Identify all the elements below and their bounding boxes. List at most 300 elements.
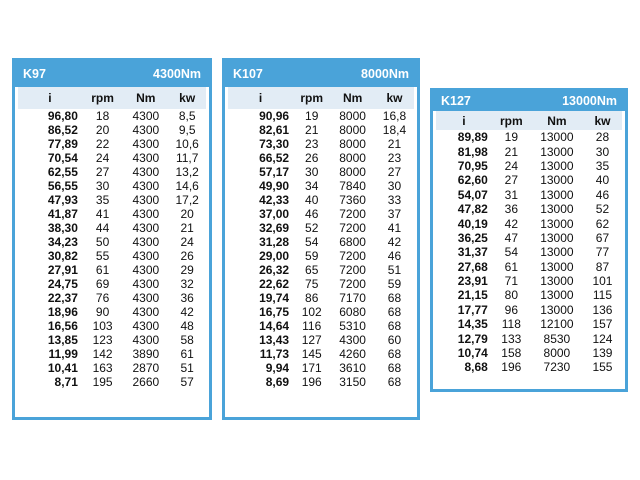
spec-table xyxy=(228,87,414,389)
cell-power: 9,5 xyxy=(178,123,196,137)
cell-torque: 7230 xyxy=(543,360,571,375)
cell-ratio: 62,60 xyxy=(457,173,488,188)
cell-ratio: 8,68 xyxy=(464,360,488,375)
cell-power: 68 xyxy=(387,347,402,361)
cell-torque: 4300 xyxy=(339,333,366,347)
column-header-ratio: i xyxy=(18,87,82,109)
cell-rpm: 61 xyxy=(95,263,110,277)
cell-power: 17,2 xyxy=(175,193,199,207)
cell-power: 42 xyxy=(387,235,402,249)
torque-rating: 13000Nm xyxy=(562,94,617,108)
cell-power: 48 xyxy=(180,319,194,333)
model-title: K97 xyxy=(23,67,46,81)
cell-power: 67 xyxy=(595,230,610,245)
cell-power: 8,5 xyxy=(178,109,196,123)
cell-ratio: 22,37 xyxy=(47,291,78,305)
cell-rpm: 20 xyxy=(95,123,110,137)
table-row xyxy=(18,193,206,207)
column-header-rpm: rpm xyxy=(82,87,123,109)
cell-torque: 3890 xyxy=(132,347,160,361)
cell-torque: 13000 xyxy=(540,187,574,202)
table-row xyxy=(228,305,414,319)
table-row xyxy=(436,331,622,345)
cell-power: 51 xyxy=(180,361,194,375)
cell-torque: 8000 xyxy=(339,137,366,151)
cell-rpm: 19 xyxy=(305,109,319,123)
table-row xyxy=(228,263,414,277)
cell-power: 157 xyxy=(592,317,613,332)
cell-ratio: 54,07 xyxy=(457,187,488,202)
cell-ratio: 70,54 xyxy=(47,151,78,165)
cell-torque: 2870 xyxy=(132,361,160,375)
cell-rpm: 18 xyxy=(95,109,110,123)
cell-ratio: 37,00 xyxy=(259,207,290,221)
cell-ratio: 49,90 xyxy=(259,179,290,193)
model-title: K107 xyxy=(233,67,263,81)
column-header-torque: Nm xyxy=(330,87,375,109)
cell-ratio: 81,98 xyxy=(457,144,488,159)
cell-rpm: 133 xyxy=(501,331,522,346)
cell-rpm: 196 xyxy=(301,375,322,389)
cell-ratio: 42,33 xyxy=(259,193,290,207)
cell-ratio: 16,75 xyxy=(259,305,290,319)
torque-rating: 8000Nm xyxy=(361,67,409,81)
cell-torque: 13000 xyxy=(540,130,574,145)
cell-power: 13,2 xyxy=(175,165,199,179)
cell-power: 62 xyxy=(595,216,610,231)
cell-rpm: 59 xyxy=(305,249,319,263)
cell-rpm: 42 xyxy=(504,216,518,231)
table-row xyxy=(228,193,414,207)
torque-rating: 4300Nm xyxy=(153,67,201,81)
cell-ratio: 57,17 xyxy=(259,165,290,179)
table-row xyxy=(228,333,414,347)
cell-rpm: 21 xyxy=(504,144,518,159)
cell-torque: 8000 xyxy=(339,165,366,179)
table-row xyxy=(18,235,206,249)
table-row xyxy=(18,221,206,235)
table-row xyxy=(18,165,206,179)
cell-power: 27 xyxy=(387,165,402,179)
cell-power: 115 xyxy=(592,288,613,303)
cell-ratio: 47,93 xyxy=(47,193,78,207)
cell-power: 11,7 xyxy=(175,151,199,165)
cell-rpm: 123 xyxy=(92,333,113,347)
cell-torque: 13000 xyxy=(540,158,574,173)
cell-ratio: 22,62 xyxy=(259,277,290,291)
cell-ratio: 32,69 xyxy=(259,221,290,235)
cell-torque: 13000 xyxy=(540,288,574,303)
cell-ratio: 14,64 xyxy=(259,319,290,333)
cell-torque: 4300 xyxy=(132,263,160,277)
cell-torque: 6080 xyxy=(339,305,366,319)
table-card-k97 xyxy=(12,58,212,420)
cell-rpm: 22 xyxy=(95,137,110,151)
cell-rpm: 96 xyxy=(504,302,518,317)
table-row xyxy=(228,249,414,263)
cell-ratio: 96,80 xyxy=(47,109,78,123)
cell-ratio: 14,35 xyxy=(457,317,488,332)
table-row xyxy=(436,231,622,245)
cell-torque: 13000 xyxy=(540,245,574,260)
table-row xyxy=(18,263,206,277)
table-row xyxy=(436,288,622,302)
cell-ratio: 8,71 xyxy=(54,375,78,389)
cell-torque: 13000 xyxy=(540,173,574,188)
cell-ratio: 19,74 xyxy=(259,291,290,305)
cell-ratio: 82,61 xyxy=(259,123,290,137)
cell-ratio: 21,15 xyxy=(457,288,488,303)
cell-rpm: 196 xyxy=(501,360,522,375)
card-header xyxy=(433,91,625,111)
table-card-k127 xyxy=(430,88,628,392)
table-row xyxy=(436,274,622,288)
cell-ratio: 56,55 xyxy=(47,179,78,193)
table-row xyxy=(228,361,414,375)
cell-torque: 7200 xyxy=(339,207,366,221)
table-row xyxy=(18,333,206,347)
cell-power: 46 xyxy=(595,187,610,202)
cell-ratio: 86,52 xyxy=(47,123,78,137)
cell-power: 14,6 xyxy=(175,179,199,193)
cell-power: 58 xyxy=(180,333,194,347)
table-row xyxy=(18,249,206,263)
table-row xyxy=(228,235,414,249)
table-row xyxy=(436,144,622,158)
table-row xyxy=(18,305,206,319)
cell-torque: 4260 xyxy=(339,347,366,361)
table-row xyxy=(436,360,622,374)
cell-power: 51 xyxy=(387,263,402,277)
cell-power: 77 xyxy=(595,245,610,260)
cell-rpm: 54 xyxy=(504,245,518,260)
table-row xyxy=(228,291,414,305)
cell-torque: 8530 xyxy=(543,331,571,346)
column-header-torque: Nm xyxy=(123,87,168,109)
cell-rpm: 145 xyxy=(301,347,322,361)
spec-table xyxy=(436,111,622,375)
cell-rpm: 75 xyxy=(305,277,319,291)
cell-rpm: 86 xyxy=(305,291,319,305)
cell-ratio: 30,82 xyxy=(47,249,78,263)
column-header-ratio: i xyxy=(228,87,293,109)
cell-power: 18,4 xyxy=(382,123,407,137)
cell-ratio: 18,96 xyxy=(47,305,78,319)
cell-rpm: 24 xyxy=(95,151,110,165)
table-row xyxy=(436,317,622,331)
cell-ratio: 11,99 xyxy=(48,347,78,361)
cell-ratio: 31,28 xyxy=(259,235,290,249)
cell-torque: 4300 xyxy=(132,165,160,179)
cell-torque: 12100 xyxy=(540,317,574,332)
cell-torque: 8000 xyxy=(339,123,366,137)
cell-rpm: 171 xyxy=(301,361,322,375)
cell-rpm: 36 xyxy=(504,202,518,217)
cell-torque: 4300 xyxy=(132,123,160,137)
table-row xyxy=(18,277,206,291)
cell-power: 24 xyxy=(180,235,194,249)
table-row xyxy=(436,130,622,144)
card-header xyxy=(15,61,209,87)
cell-rpm: 41 xyxy=(95,207,110,221)
table-row xyxy=(18,375,206,389)
table-row xyxy=(228,375,414,389)
cell-rpm: 50 xyxy=(95,235,110,249)
cell-ratio: 26,32 xyxy=(259,263,290,277)
cell-ratio: 34,23 xyxy=(47,235,78,249)
cell-ratio: 62,55 xyxy=(47,165,78,179)
cell-power: 59 xyxy=(387,277,402,291)
cell-ratio: 40,19 xyxy=(457,216,488,231)
cell-power: 41 xyxy=(387,221,402,235)
column-header-rpm: rpm xyxy=(492,111,531,130)
cell-power: 57 xyxy=(180,375,194,389)
cell-torque: 4300 xyxy=(132,151,160,165)
cell-power: 35 xyxy=(595,158,610,173)
cell-torque: 7200 xyxy=(339,263,366,277)
cell-rpm: 90 xyxy=(95,305,110,319)
cell-rpm: 69 xyxy=(95,277,110,291)
cell-torque: 4300 xyxy=(132,137,160,151)
cell-rpm: 19 xyxy=(504,130,518,145)
column-header-power: kw xyxy=(583,111,622,130)
cell-rpm: 23 xyxy=(305,137,319,151)
cell-ratio: 23,91 xyxy=(457,274,488,289)
cell-torque: 7360 xyxy=(339,193,366,207)
table-row xyxy=(436,346,622,360)
table-row xyxy=(436,173,622,187)
table-row xyxy=(228,319,414,333)
table-row xyxy=(18,123,206,137)
model-title: K127 xyxy=(441,94,471,108)
table-row xyxy=(436,303,622,317)
cell-rpm: 55 xyxy=(95,249,110,263)
table-row xyxy=(18,291,206,305)
cell-torque: 8000 xyxy=(543,346,571,361)
cell-torque: 4300 xyxy=(132,277,160,291)
table-row xyxy=(18,207,206,221)
table-row xyxy=(18,151,206,165)
cell-power: 32 xyxy=(180,277,194,291)
cell-power: 124 xyxy=(592,331,613,346)
card-header xyxy=(225,61,417,87)
table-row xyxy=(436,202,622,216)
cell-rpm: 30 xyxy=(95,179,110,193)
cell-power: 40 xyxy=(595,173,610,188)
cell-rpm: 76 xyxy=(95,291,110,305)
cell-ratio: 13,85 xyxy=(47,333,78,347)
cell-torque: 13000 xyxy=(540,216,574,231)
cell-torque: 4300 xyxy=(132,291,160,305)
cell-rpm: 26 xyxy=(305,151,319,165)
cell-ratio: 29,00 xyxy=(259,249,290,263)
cell-rpm: 118 xyxy=(501,317,521,332)
cell-power: 26 xyxy=(180,249,194,263)
cell-ratio: 73,30 xyxy=(259,137,290,151)
table-row xyxy=(436,216,622,230)
cell-power: 68 xyxy=(387,291,402,305)
cell-ratio: 70,95 xyxy=(457,158,488,173)
cell-rpm: 142 xyxy=(92,347,113,361)
cell-torque: 4300 xyxy=(132,249,160,263)
cell-torque: 4300 xyxy=(132,193,160,207)
table-row xyxy=(228,277,414,291)
header-row xyxy=(436,111,622,130)
cell-rpm: 102 xyxy=(301,305,322,319)
cell-ratio: 27,91 xyxy=(47,263,78,277)
cell-ratio: 13,43 xyxy=(259,333,290,347)
cell-power: 16,8 xyxy=(382,109,407,123)
cell-torque: 4300 xyxy=(132,221,160,235)
cell-ratio: 12,79 xyxy=(457,331,488,346)
cell-torque: 4300 xyxy=(132,319,160,333)
cell-rpm: 34 xyxy=(305,179,319,193)
cell-ratio: 10,74 xyxy=(457,346,488,361)
table-row xyxy=(228,179,414,193)
cell-ratio: 16,56 xyxy=(47,319,78,333)
table-card-k107 xyxy=(222,58,420,420)
cell-torque: 4300 xyxy=(132,109,160,123)
cell-torque: 4300 xyxy=(132,305,160,319)
cell-power: 30 xyxy=(387,179,402,193)
table-row xyxy=(18,361,206,375)
cell-rpm: 40 xyxy=(305,193,319,207)
cell-power: 101 xyxy=(592,274,613,289)
cell-torque: 7200 xyxy=(339,249,366,263)
cell-rpm: 27 xyxy=(504,173,518,188)
cell-power: 139 xyxy=(592,346,613,361)
cell-power: 29 xyxy=(180,263,194,277)
column-header-ratio: i xyxy=(436,111,492,130)
cell-torque: 6800 xyxy=(339,235,366,249)
cell-torque: 2660 xyxy=(132,375,160,389)
cell-power: 136 xyxy=(592,302,613,317)
cell-torque: 7840 xyxy=(339,179,366,193)
cell-power: 33 xyxy=(387,193,402,207)
table-row xyxy=(18,137,206,151)
table-row xyxy=(18,179,206,193)
cell-power: 61 xyxy=(180,347,194,361)
cell-power: 42 xyxy=(180,305,194,319)
cell-rpm: 46 xyxy=(305,207,319,221)
cell-power: 155 xyxy=(592,360,613,375)
table-row xyxy=(18,109,206,123)
table-row xyxy=(228,137,414,151)
cell-rpm: 44 xyxy=(95,221,110,235)
cell-rpm: 71 xyxy=(504,274,518,289)
cell-rpm: 103 xyxy=(92,319,113,333)
header-row xyxy=(18,87,206,109)
table-row xyxy=(18,319,206,333)
cell-power: 36 xyxy=(180,291,194,305)
cell-torque: 3150 xyxy=(339,375,366,389)
cell-rpm: 21 xyxy=(305,123,319,137)
cell-torque: 13000 xyxy=(540,274,574,289)
cell-torque: 3610 xyxy=(339,361,366,375)
cell-ratio: 24,75 xyxy=(47,277,78,291)
cell-power: 68 xyxy=(387,319,402,333)
cell-power: 87 xyxy=(595,259,610,274)
cell-rpm: 116 xyxy=(302,319,322,333)
cell-ratio: 47,82 xyxy=(457,202,488,217)
column-header-rpm: rpm xyxy=(293,87,330,109)
cell-rpm: 54 xyxy=(305,235,319,249)
cell-ratio: 66,52 xyxy=(259,151,290,165)
cell-torque: 8000 xyxy=(339,151,366,165)
cell-torque: 13000 xyxy=(540,230,574,245)
table-row xyxy=(436,188,622,202)
cell-torque: 4300 xyxy=(132,207,160,221)
table-row xyxy=(228,347,414,361)
cell-rpm: 31 xyxy=(504,187,518,202)
table-row xyxy=(436,245,622,259)
cell-power: 60 xyxy=(387,333,402,347)
table-row xyxy=(436,159,622,173)
cell-ratio: 77,89 xyxy=(47,137,78,151)
cell-power: 52 xyxy=(595,202,610,217)
cell-power: 23 xyxy=(387,151,402,165)
table-row xyxy=(228,207,414,221)
cell-torque: 13000 xyxy=(540,302,574,317)
table-row xyxy=(18,347,206,361)
column-header-power: kw xyxy=(375,87,414,109)
cell-ratio: 27,68 xyxy=(457,259,488,274)
cell-power: 46 xyxy=(387,249,402,263)
cell-torque: 7170 xyxy=(339,291,366,305)
cell-power: 20 xyxy=(180,207,194,221)
spec-table xyxy=(18,87,206,389)
cell-power: 37 xyxy=(387,207,402,221)
cell-power: 21 xyxy=(387,137,402,151)
table-row xyxy=(228,151,414,165)
cell-rpm: 52 xyxy=(305,221,319,235)
cell-rpm: 47 xyxy=(504,230,518,245)
table-row xyxy=(228,109,414,123)
cell-rpm: 195 xyxy=(92,375,113,389)
cell-ratio: 36,25 xyxy=(457,230,488,245)
cell-torque: 4300 xyxy=(132,333,160,347)
cell-power: 68 xyxy=(387,361,402,375)
cell-rpm: 30 xyxy=(305,165,319,179)
cell-rpm: 35 xyxy=(95,193,110,207)
cell-power: 68 xyxy=(387,305,402,319)
cell-ratio: 90,96 xyxy=(259,109,290,123)
cell-torque: 5310 xyxy=(339,319,366,333)
cell-rpm: 61 xyxy=(504,259,518,274)
cell-power: 21 xyxy=(180,221,194,235)
cell-ratio: 17,77 xyxy=(457,302,488,317)
cell-rpm: 65 xyxy=(305,263,319,277)
cell-torque: 13000 xyxy=(540,259,574,274)
table-row xyxy=(228,221,414,235)
table-row xyxy=(228,123,414,137)
cell-torque: 13000 xyxy=(540,202,574,217)
cell-rpm: 27 xyxy=(95,165,110,179)
cell-torque: 8000 xyxy=(339,109,366,123)
cell-torque: 4300 xyxy=(132,235,160,249)
cell-ratio: 11,73 xyxy=(259,347,290,361)
cell-power: 28 xyxy=(595,130,610,145)
cell-ratio: 38,30 xyxy=(47,221,78,235)
cell-ratio: 10,41 xyxy=(47,361,78,375)
cell-ratio: 8,69 xyxy=(265,375,290,389)
cell-torque: 4300 xyxy=(132,179,160,193)
cell-ratio: 31,37 xyxy=(457,245,488,260)
table-row xyxy=(436,260,622,274)
header-row xyxy=(228,87,414,109)
cell-power: 68 xyxy=(387,375,402,389)
cell-torque: 7200 xyxy=(339,277,366,291)
